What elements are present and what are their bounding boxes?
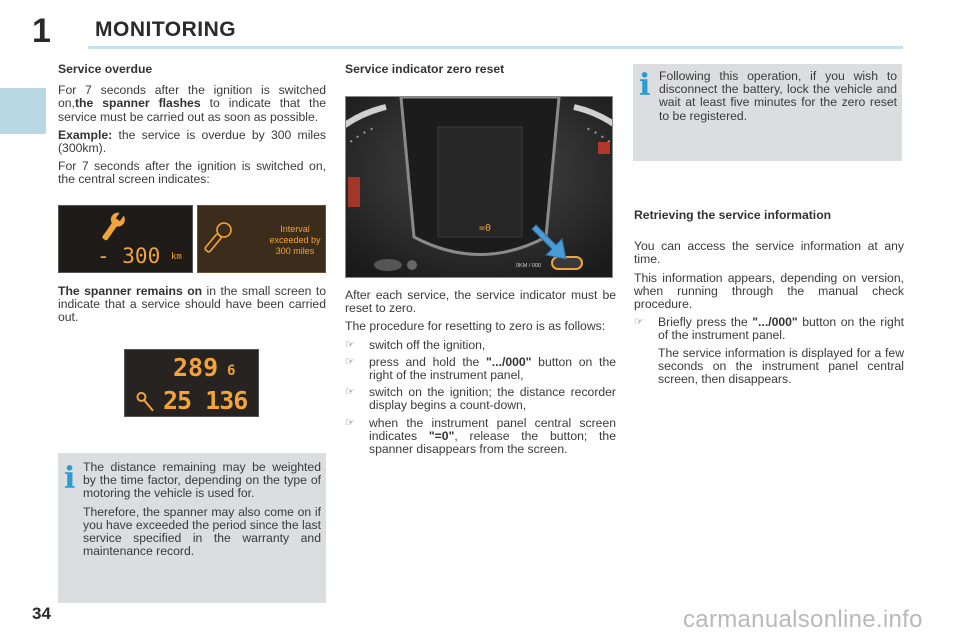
text-run: For 7 seconds after the ignition is switched on, bbox=[58, 83, 326, 111]
chapter-side-tab bbox=[0, 88, 46, 134]
hand-pointer-icon: ☞ bbox=[345, 386, 355, 399]
instrument-cluster-illustration bbox=[345, 96, 613, 278]
spanner-remains-text bbox=[58, 285, 326, 325]
reset-procedure bbox=[345, 289, 616, 460]
odometer-value: 25 136 bbox=[163, 386, 248, 415]
hand-pointer-icon: ☞ bbox=[345, 355, 355, 368]
overdue-display bbox=[58, 205, 193, 273]
info-paragraph-1: The distance remaining may be weighted by the time factor, depending on the type of motoring the vehicle is used for. bbox=[83, 460, 321, 501]
retrieving-heading: Retrieving the service information bbox=[634, 208, 832, 222]
interval-line-1: Interval bbox=[280, 224, 310, 234]
text-run-bold: "=0" bbox=[428, 428, 455, 443]
text-run: press and hold the bbox=[369, 354, 487, 369]
spanner-icon bbox=[129, 388, 159, 417]
interval-line-2: exceeded by bbox=[269, 235, 321, 245]
trip-decimal: 6 bbox=[227, 363, 236, 379]
list-item bbox=[345, 417, 616, 457]
trip-value: 289 bbox=[173, 353, 219, 382]
info-box-text bbox=[659, 70, 897, 128]
odometer-display bbox=[124, 349, 259, 417]
text-run: button on the right of the instrument panel. bbox=[658, 315, 904, 343]
interval-line-3: 300 miles bbox=[275, 246, 315, 256]
retrieving-paragraph-1: You can access the service information at any time. bbox=[634, 239, 904, 267]
text-run: in the small screen to indicate that a service should have been carried out. bbox=[58, 284, 326, 325]
overdue-example bbox=[58, 129, 326, 155]
hand-pointer-icon: ☞ bbox=[634, 316, 644, 329]
service-overdue-heading: Service overdue bbox=[58, 62, 153, 76]
list-item bbox=[345, 339, 616, 352]
reset-button-label: 0KM / 000 bbox=[516, 263, 542, 269]
cluster-screen-text: =0 bbox=[479, 223, 492, 234]
text-run: the service is overdue by 300 miles (300km). bbox=[58, 127, 326, 156]
left-column bbox=[58, 63, 326, 192]
reset-steps-list bbox=[345, 339, 616, 457]
list-item bbox=[345, 356, 616, 382]
hand-pointer-icon: ☞ bbox=[345, 416, 355, 429]
chapter-number: 1 bbox=[32, 12, 51, 50]
header-rule bbox=[88, 46, 903, 49]
text-run-bold: ".../000" bbox=[752, 315, 798, 330]
info-icon: i bbox=[64, 461, 76, 496]
info-box-distance bbox=[58, 453, 326, 603]
overdue-unit: km bbox=[171, 252, 182, 262]
cluster-drawing bbox=[346, 97, 613, 278]
text-run: Briefly press the bbox=[658, 315, 753, 330]
reset-heading: Service indicator zero reset bbox=[345, 62, 505, 76]
right-column bbox=[634, 209, 904, 391]
reset-heading-block bbox=[345, 63, 613, 81]
info-box-text bbox=[83, 461, 321, 563]
text-run: to indicate that the service must be carried out as soon as possible. bbox=[58, 96, 326, 124]
reset-paragraph-1: After each service, the service indicator must be reset to zero. bbox=[345, 288, 616, 316]
watermark: carmanualsonline.info bbox=[683, 606, 923, 633]
text-run-bold: the spanner flashes bbox=[74, 96, 201, 111]
info-paragraph-2: Therefore, the spanner may also come on if you have exceeded the period since the last service specified in the warranty and maintenance record. bbox=[83, 504, 321, 559]
text-run: switch off the ignition, bbox=[369, 337, 486, 352]
text-run-bold: ".../000" bbox=[486, 354, 532, 369]
retrieving-paragraph-2: This information appears, depending on version, when running through the manual check procedure. bbox=[634, 270, 904, 312]
overdue-paragraph-3: For 7 seconds after the ignition is switched on, the central screen indicates: bbox=[58, 159, 326, 187]
interval-display bbox=[197, 205, 326, 273]
spanner-outline-icon bbox=[198, 206, 248, 274]
hand-pointer-icon: ☞ bbox=[345, 338, 355, 351]
text-run: when the instrument panel central screen indicates bbox=[369, 415, 616, 443]
list-item bbox=[345, 386, 616, 412]
text-run-bold: Example: bbox=[58, 127, 113, 142]
spanner-remains-paragraph bbox=[58, 285, 326, 330]
overdue-value: - 300 bbox=[97, 244, 161, 268]
info-icon: i bbox=[639, 68, 651, 103]
chapter-title: MONITORING bbox=[95, 18, 237, 41]
page-number: 34 bbox=[32, 604, 51, 623]
retrieving-steps-list bbox=[634, 316, 904, 342]
list-item bbox=[634, 316, 904, 342]
info-box-battery bbox=[633, 64, 902, 161]
interval-message bbox=[250, 224, 340, 257]
text-run-bold: The spanner remains on bbox=[58, 284, 203, 298]
overdue-paragraph-1 bbox=[58, 84, 326, 124]
text-run: button on the right of the instrument panel, bbox=[369, 354, 616, 383]
retrieving-paragraph-3: The service information is displayed for a few seconds on the instrument panel central screen, then disappears. bbox=[658, 345, 904, 387]
text-run: , release the button; the spanner disappears from the screen. bbox=[369, 428, 616, 457]
reset-paragraph-2: The procedure for resetting to zero is as follows: bbox=[345, 319, 606, 334]
text-run: switch on the ignition; the distance recorder display begins a count-down, bbox=[369, 385, 616, 413]
info-paragraph-1: Following this operation, if you wish to disconnect the battery, lock the vehicle and wait at least five minutes for the zero reset to be registered. bbox=[659, 69, 897, 123]
